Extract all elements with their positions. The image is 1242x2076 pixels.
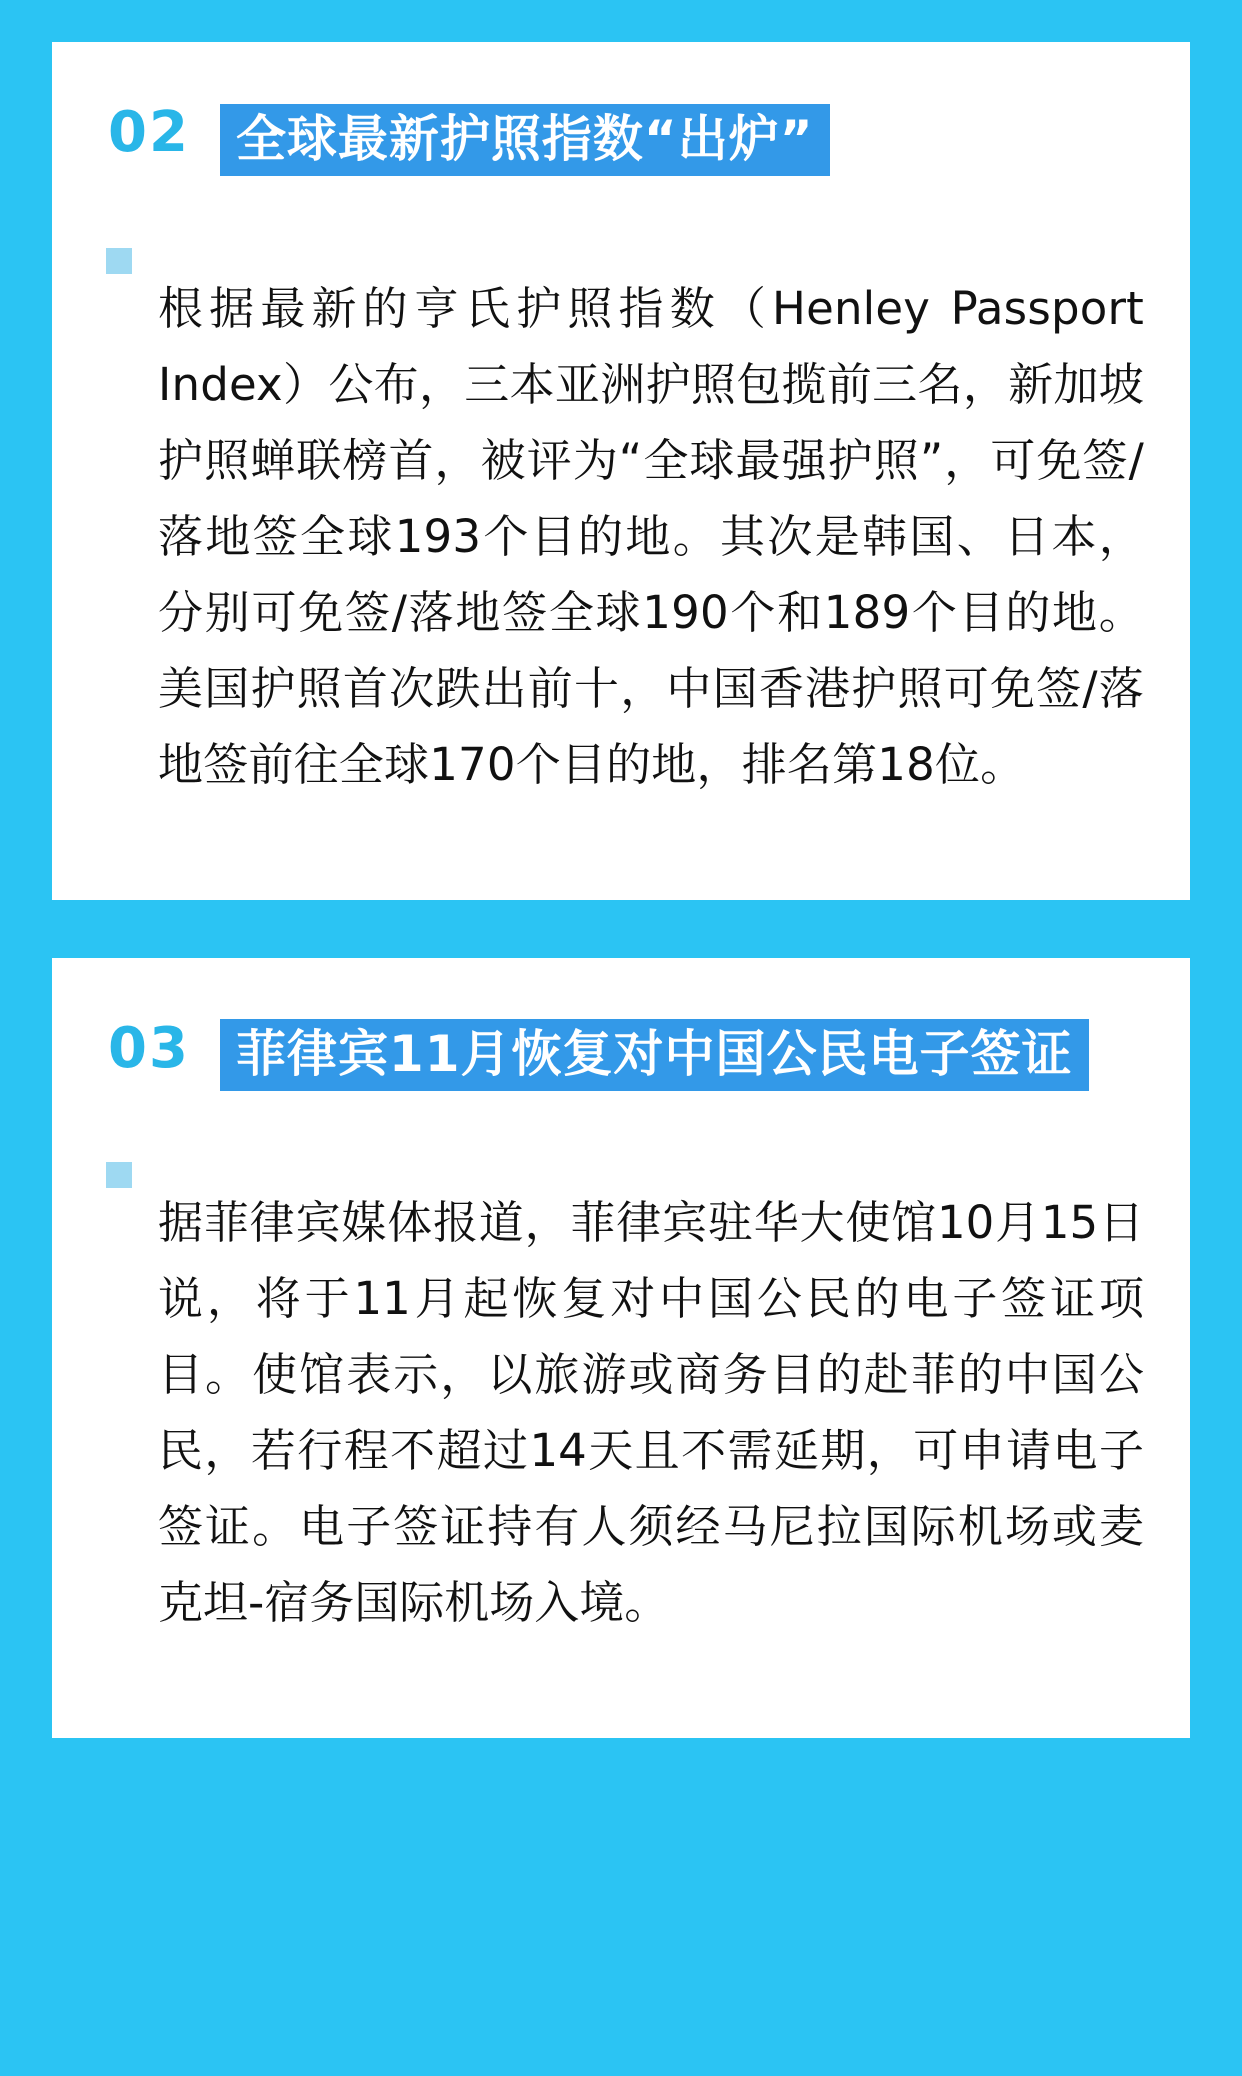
section-number: 02 [108, 100, 190, 165]
card-body [98, 1140, 1144, 1686]
section-title-wrap [220, 1006, 1144, 1096]
section-title: 全球最新护照指数“出炉” [220, 104, 830, 176]
card-header [98, 90, 1144, 182]
section-title: 菲律宾11月恢复对中国公民电子签证 [220, 1019, 1089, 1091]
section-body-text: 根据最新的亨氏护照指数（Henley Passport Index）公布，三本亚洲护照包揽前三名，新加坡护照蝉联榜首，被评为“全球最强护照”，可免签/落地签全球193个目的地。其次是韩国、日本，分别可免签/落地签全球190个和189个目的地。美国护照首次跌出前十，中国香港护照可免签/落地签前往全球170个目的地，排名第18位。 [158, 282, 1144, 791]
bullet-square-icon [106, 248, 132, 274]
bullet-square-icon [106, 1162, 132, 1188]
section-card-02 [52, 42, 1190, 900]
section-card-03 [52, 958, 1190, 1738]
card-header [98, 1006, 1144, 1096]
section-number: 03 [108, 1016, 190, 1081]
section-body-text: 据菲律宾媒体报道，菲律宾驻华大使馆10月15日说，将于11月起恢复对中国公民的电子签证项目。使馆表示，以旅游或商务目的赴菲的中国公民，若行程不超过14天且不需延期，可申请电子签证。电子签证持有人须经马尼拉国际机场或麦克坦-宿务国际机场入境。 [158, 1196, 1144, 1629]
card-body [98, 226, 1144, 848]
section-title-wrap [220, 90, 1144, 182]
